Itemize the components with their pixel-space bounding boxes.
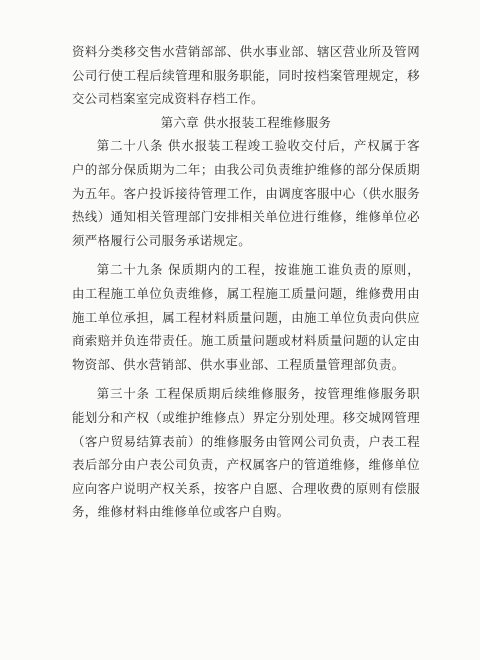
article-29-paragraph: 第二十九条 保质期内的工程，按谁施工谁负责的原则，由工程施工单位负责维修，属工程施工质量问题，维修费用由施工单位承担，属工程材料质量问题，由施工单位负责向供应商索赔并负连带责任。施工质量问题或材料质量问题的认定由物资部、供水营销部、供水事业部、工程质量管理部负责。 (72, 262, 420, 372)
intro-paragraph: 资料分类移交售水营销部部、供水事业部、辖区营业所及管网公司行使工程后续管理和服务职能，同时按档案管理规定，移交公司档案室完成资料存档工作。 (72, 44, 420, 107)
article-28-paragraph: 第二十八条 供水报装工程竣工验收交付后，产权属于客户的部分保质期为二年；由我公司负责维护维修的部分保质期为五年。客户投诉接待管理工作，由调度客服中心（供水服务热线）通知相关管理部门安排相关单位进行维修，维修单位必须严格履行公司服务承诺规定。 (72, 138, 420, 248)
chapter-heading: 第六章 供水报装工程维修服务 (160, 114, 332, 130)
document-body (72, 40, 420, 524)
article-30-paragraph: 第三十条 工程保质期后续维修服务，按管理维修服务职能划分和产权（或维护维修点）界定分别处理。移交城网管理（客户贸易结算表前）的维修服务由管网公司负责，户表工程表后部分由户表公司负责，产权属客户的管道维修，维修单位应向客户说明产权关系，按客户自愿、合理收费的原则有偿服务，维修材料由维修单位或客户自购。 (72, 386, 420, 520)
